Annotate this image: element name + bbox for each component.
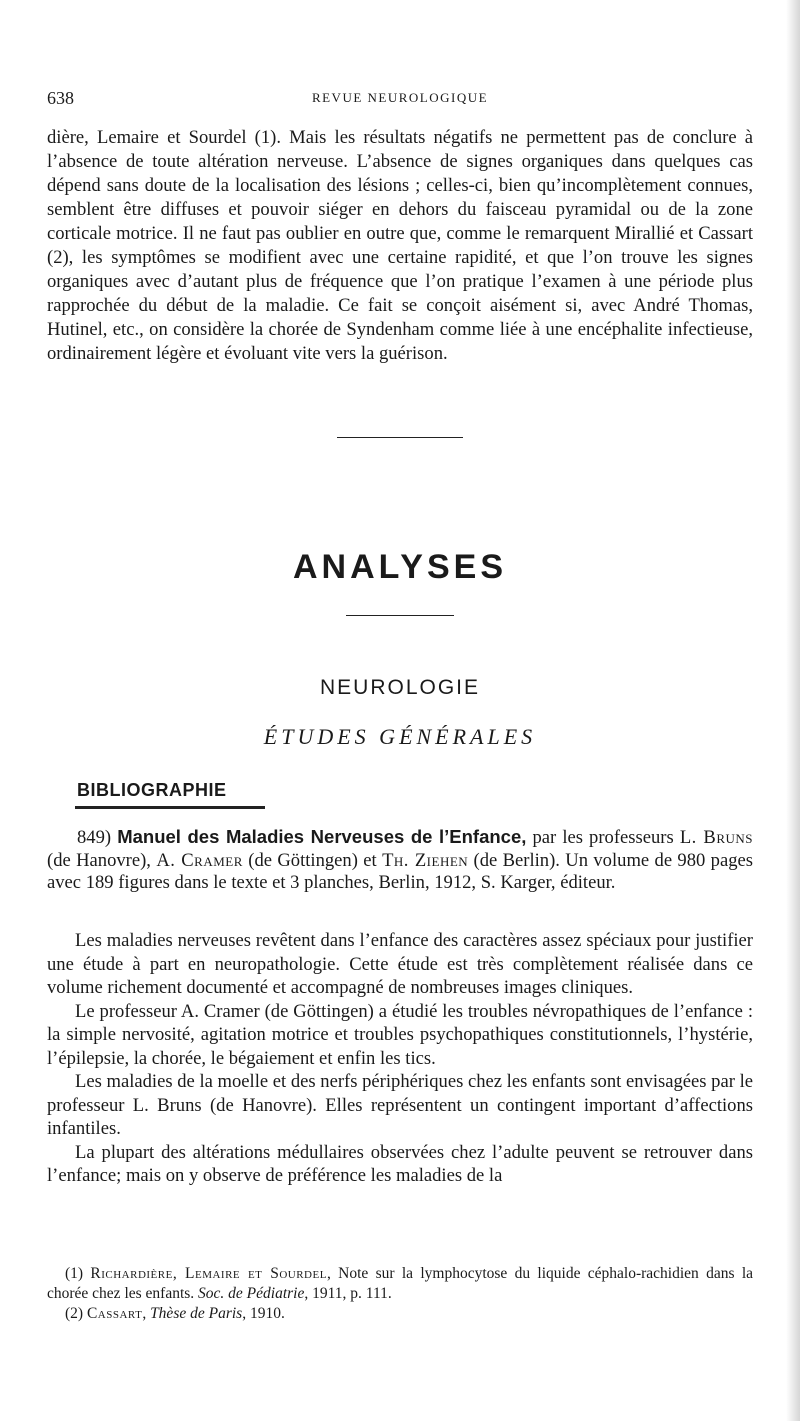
footnote-marker: (2) [65, 1305, 87, 1322]
footnote-tail: , 1911, p. 111. [304, 1285, 392, 1302]
page-header [47, 88, 753, 110]
page-number: 638 [47, 88, 74, 108]
footnote-tail: , 1910. [242, 1305, 285, 1322]
entry-author: Th. Ziehen [382, 849, 469, 871]
entry-details: (de Berlin). Un volume de 980 pages avec 189 figures dans le texte et 3 planches, Berlin, 1912, S. Karger, éditeur. [47, 849, 754, 893]
footnote-source: Thèse de Paris [150, 1305, 243, 1322]
bibliography-underline [75, 806, 265, 809]
entry-place: (de Göttingen) et [242, 849, 383, 871]
footnote-authors: Richardière, Lemaire et Sourdel [90, 1265, 327, 1282]
footnote-source: Soc. de Pédiatrie [198, 1285, 305, 1302]
entry-place: (de Hanovre), [47, 849, 157, 871]
entry-number: 849) [77, 827, 112, 848]
section-title: ANALYSES [292, 548, 508, 586]
footnote [47, 1304, 753, 1324]
footnote-marker: (1) [65, 1265, 91, 1282]
subsection-title: ÉTUDES GÉNÉRALES [263, 724, 537, 749]
page-edge-shadow [786, 0, 800, 1421]
body-paragraph: Les maladies nerveuses revêtent dans l’enfance des caractères assez spéciaux pour justifier une étude à part en neuropathologie. Cette étude est très complètement réalisée dans ce volume richement documenté et accompagné de nombreuses images cliniques. [47, 930, 753, 998]
bibliography-heading: BIBLIOGRAPHIE [77, 780, 227, 800]
entry-title: Manuel des Maladies Nerveuses de l’Enfance, [117, 826, 527, 847]
footnote-text: , Note sur la lymphocytose du liquide céphalo-rachidien dans la chorée chez les enfants. [47, 1265, 754, 1302]
entry-author: L. Bruns [679, 827, 753, 848]
entry-body [47, 929, 753, 1188]
title-underline [346, 615, 454, 616]
body-paragraph: La plupart des altérations médullaires observées chez l’adulte peuvent se retrouver dans l’enfance; mais on y observe de préférence les maladies de la [47, 1141, 753, 1186]
footnote-authors: Cassart [86, 1305, 143, 1322]
footnote [47, 1264, 753, 1304]
bibliography-entry [47, 826, 753, 895]
body-paragraph: Le professeur A. Cramer (de Göttingen) a étudié les troubles névropathiques de l’enfance : la simple nervosité, agitation motrice et troubles psychopathiques constitutionnels, l’hystérie, l’épilepsie, la chorée, le bégaiement et enfin les tics. [47, 1000, 753, 1069]
intro-paragraph: dière, Lemaire et Sourdel (1). Mais les résultats négatifs ne permettent pas de conclure à l’absence de toute altération nerveuse. L’absence de signes organiques dans quelques cas dépend sans doute de la localisation des lésions ; celles-ci, bien qu’incomplètement connues, semblent être diffuses et pouvoir siéger en dehors du faisceau pyramidal ou de la zone corticale motrice. Il ne faut pas oublier en outre que, comme le remarquent Mirallié et Cassart (2), les symptômes se modifient avec une certaine rapidité, et que l’on trouve les signes organiques avec d’autant plus de fréquence que l’on pratique l’examen à une période plus rapprochée du début de la maladie. Ce fait se conçoit aisément si, avec André Thomas, Hutinel, etc., on considère la chorée de Syndenham comme liée à une encéphalite infectieuse, ordinairement légère et évoluant vite vers la guérison. [47, 127, 753, 364]
running-title: REVUE NEUROLOGIQUE [311, 90, 489, 105]
entry-by: par les professeurs [526, 827, 680, 848]
entry-author: A. Cramer [156, 849, 243, 871]
footnotes [47, 1264, 753, 1324]
section-divider [337, 437, 463, 438]
footnote-text: , [142, 1305, 151, 1322]
body-paragraph: Les maladies de la moelle et des nerfs périphériques chez les enfants sont envisagées par le professeur L. Bruns (de Hanovre). Elles représentent un contingent important d’affections infantiles. [47, 1071, 753, 1139]
section-subtitle: NEUROLOGIE [319, 676, 481, 699]
